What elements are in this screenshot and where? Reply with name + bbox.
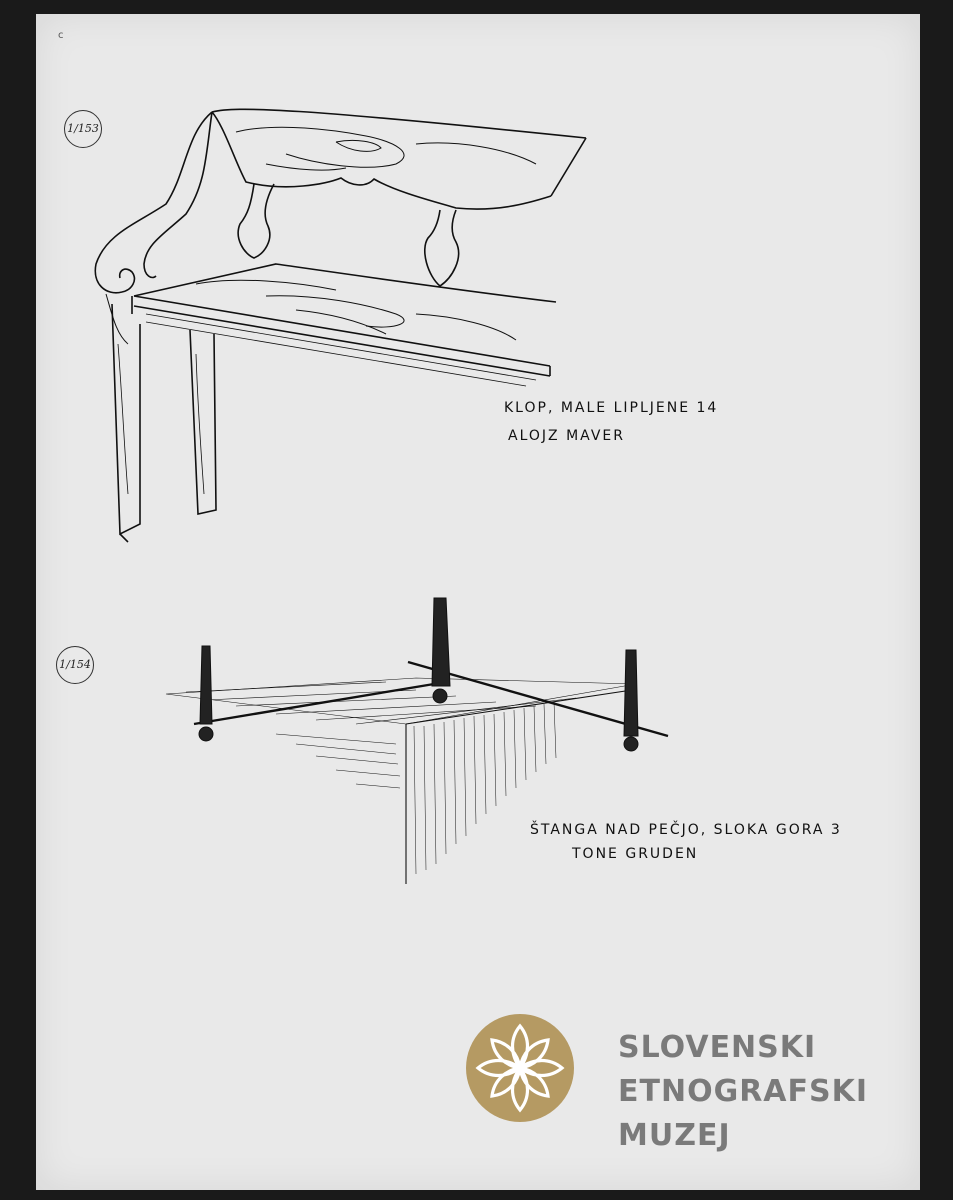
museum-name-line-2: ETNOGRAFSKI: [618, 1074, 869, 1109]
figure-2-caption-title: ŠTANGA NAD PEČJO, SLOKA GORA 3: [530, 822, 842, 838]
museum-name-line-1: SLOVENSKI: [618, 1030, 817, 1065]
bench-drawing: [36, 14, 920, 574]
catalog-number-1: 1/153: [64, 110, 102, 148]
figure-2-caption-author: TONE GRUDEN: [572, 846, 699, 862]
corner-mark: c: [58, 30, 64, 41]
museum-name: [618, 1026, 868, 1158]
catalog-number-2: 1/154: [56, 646, 94, 684]
drawing-sheet: [36, 14, 920, 1190]
stove-pole-drawing: [36, 574, 920, 914]
museum-name-line-3: MUZEJ: [618, 1118, 731, 1153]
figure-1-caption-author: ALOJZ MAVER: [508, 428, 625, 444]
figure-1-caption-title: KLOP, MALE LIPLJENE 14: [504, 400, 719, 416]
flower-icon: [466, 1014, 574, 1122]
